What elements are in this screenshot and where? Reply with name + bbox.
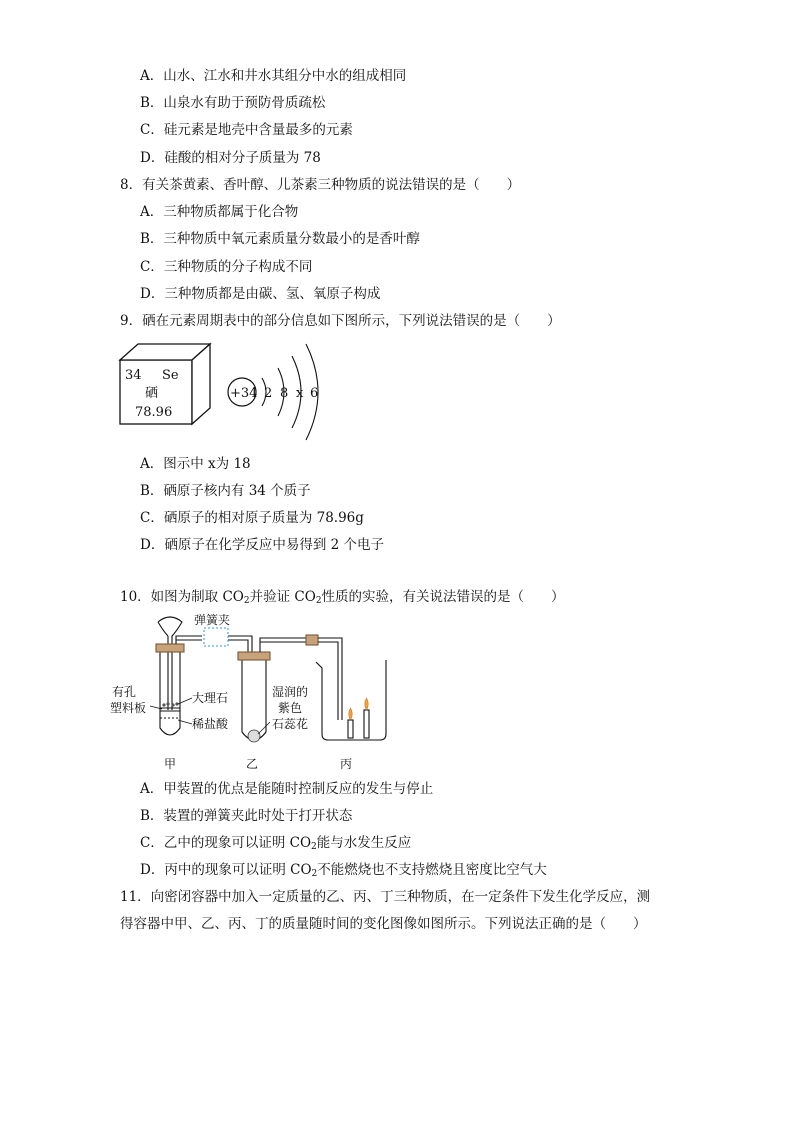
co2-apparatus	[110, 610, 400, 775]
candle-tall	[364, 710, 369, 738]
q11-stem-line2: 得容器中甲、乙、丙、丁的质量随时间的变化图像如图所示。下列说法正确的是（ ）	[120, 916, 647, 932]
shell-4: 6	[310, 386, 319, 401]
tube-jia	[160, 652, 180, 735]
label-flower-2: 紫色	[278, 701, 303, 715]
q9-option-a: A．图示中 x为 18	[140, 456, 251, 472]
q9-option-b: B．硒原子核内有 34 个质子	[140, 483, 311, 499]
shell-1: 2	[264, 386, 273, 401]
selenium-figure	[110, 338, 340, 448]
q10-option-a: A．甲装置的优点是能随时控制反应的发生与停止	[140, 781, 434, 797]
shell-2: 8	[280, 386, 289, 401]
litmus-flower	[248, 730, 260, 742]
q10-option-b: B．装置的弹簧夹此时处于打开状态	[140, 808, 353, 824]
stopper-yi	[238, 652, 270, 660]
label-acid: 稀盐酸	[192, 717, 229, 731]
candle-short	[348, 720, 353, 738]
q9-option-d: D．硒原子在化学反应中易得到 2 个电子	[140, 537, 384, 553]
atomic-number: 34	[125, 368, 142, 383]
atomic-mass: 78.96	[135, 405, 173, 420]
label-jia: 甲	[164, 757, 177, 771]
label-plate-2: 塑料板	[110, 701, 147, 715]
label-clip: 弹簧夹	[194, 613, 231, 627]
nucleus-charge: +34	[230, 386, 258, 401]
q11-stem-line1: 11．向密闭容器中加入一定质量的乙、丙、丁三种物质，在一定条件下发生化学反应，测	[120, 889, 651, 905]
q9-option-c: C．硒原子的相对原子质量为 78.96g	[140, 510, 364, 526]
q10-option-d: D．丙中的现象可以证明 $CO_2$不能燃烧也不支持燃烧且密度比空气大	[140, 862, 547, 879]
tube-yi	[242, 660, 266, 740]
label-flower-3: 石蕊花	[272, 717, 309, 731]
q8-option-d: D．三种物质都是由碳、氢、氧原子构成	[140, 286, 381, 302]
element-symbol: Se	[162, 368, 179, 383]
q8-option-c: C．三种物质的分子构成不同	[140, 259, 313, 275]
label-plate-1: 有孔	[112, 685, 137, 699]
label-yi: 乙	[246, 757, 259, 771]
q8-option-a: A．三种物质都属于化合物	[140, 204, 299, 220]
shell-3: x	[296, 386, 304, 401]
q7-option-d: D．硅酸的相对分子质量为 78	[140, 150, 321, 166]
q8-option-b: B．三种物质中氧元素质量分数最小的是香叶醇	[140, 231, 420, 247]
q8-stem: 8．有关茶黄素、香叶醇、儿茶素三种物质的说法错误的是（ ）	[120, 177, 521, 193]
q7-option-a: A．山水、江水和井水其组分中水的组成相同	[140, 68, 407, 84]
label-flower-1: 湿润的	[272, 685, 309, 699]
q10-option-c: C．乙中的现象可以证明 $CO_2$能与水发生反应	[140, 835, 412, 852]
q7-option-c: C．硅元素是地壳中含量最多的元素	[140, 122, 353, 138]
label-bing: 丙	[340, 757, 353, 771]
spring-clip	[204, 628, 228, 646]
q7-option-b: B．山泉水有助于预防骨质疏松	[140, 95, 326, 111]
element-name: 硒	[145, 386, 159, 401]
label-marble: 大理石	[192, 691, 229, 705]
q10-stem: 10．如图为制取 $CO_2$并验证 $CO_2$性质的实验，有关说法错误的是（ ）	[120, 589, 565, 606]
funnel	[158, 617, 182, 710]
q9-stem: 9．硒在元素周期表中的部分信息如下图所示，下列说法错误的是（ ）	[120, 313, 561, 329]
stopper-jia	[156, 644, 184, 652]
